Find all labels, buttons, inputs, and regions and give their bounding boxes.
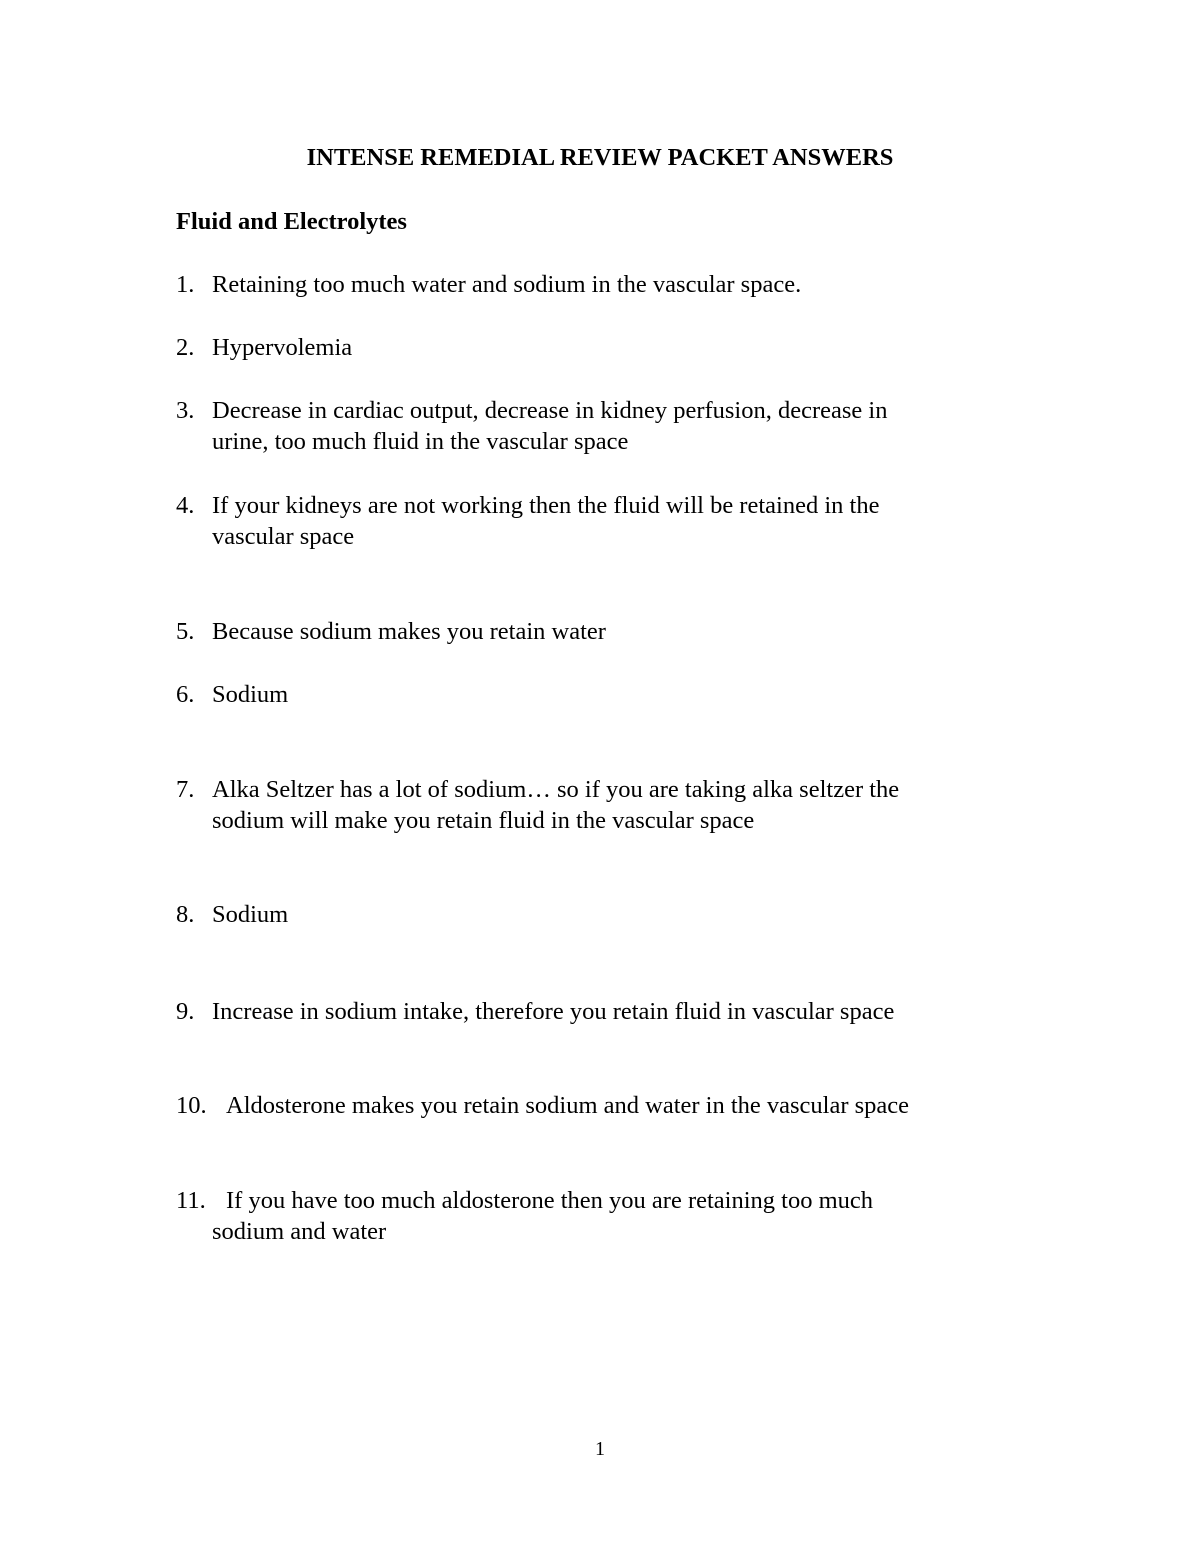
answer-number: 5. — [176, 618, 195, 645]
answer-text-continued: sodium will make you retain fluid in the vascular space — [212, 807, 755, 834]
answer-text: Alka Seltzer has a lot of sodium… so if you are taking alka seltzer the — [212, 776, 900, 803]
page-number: 1 — [595, 1438, 605, 1460]
answer-text: Retaining too much water and sodium in the vascular space. — [212, 271, 802, 298]
answer-text-continued: urine, too much fluid in the vascular space — [212, 428, 629, 455]
answer-text: Decrease in cardiac output, decrease in kidney perfusion, decrease in — [212, 397, 888, 424]
answer-number: 3. — [176, 397, 195, 424]
answer-text-continued: sodium and water — [212, 1218, 387, 1245]
answer-text-continued: vascular space — [212, 523, 355, 550]
answer-text: Hypervolemia — [212, 334, 353, 361]
answer-text: If you have too much aldosterone then you are retaining too much — [226, 1187, 874, 1214]
answer-number: 7. — [176, 776, 195, 803]
answer-number: 11. — [176, 1187, 206, 1214]
answer-text: Increase in sodium intake, therefore you retain fluid in vascular space — [212, 998, 895, 1025]
answer-number: 4. — [176, 492, 195, 519]
answer-text: Aldosterone makes you retain sodium and water in the vascular space — [226, 1092, 910, 1119]
answer-number: 1. — [176, 271, 195, 298]
answer-number: 2. — [176, 334, 195, 361]
section-heading: Fluid and Electrolytes — [176, 208, 407, 235]
page-title: INTENSE REMEDIAL REVIEW PACKET ANSWERS — [306, 144, 894, 171]
answer-number: 6. — [176, 681, 195, 708]
answer-text: Sodium — [212, 681, 289, 708]
answer-text: Sodium — [212, 901, 289, 928]
answer-text: Because sodium makes you retain water — [212, 618, 606, 645]
answer-number: 10. — [176, 1092, 207, 1119]
answer-number: 8. — [176, 901, 195, 928]
answer-text: If your kidneys are not working then the fluid will be retained in the — [212, 492, 880, 519]
answer-number: 9. — [176, 998, 195, 1025]
